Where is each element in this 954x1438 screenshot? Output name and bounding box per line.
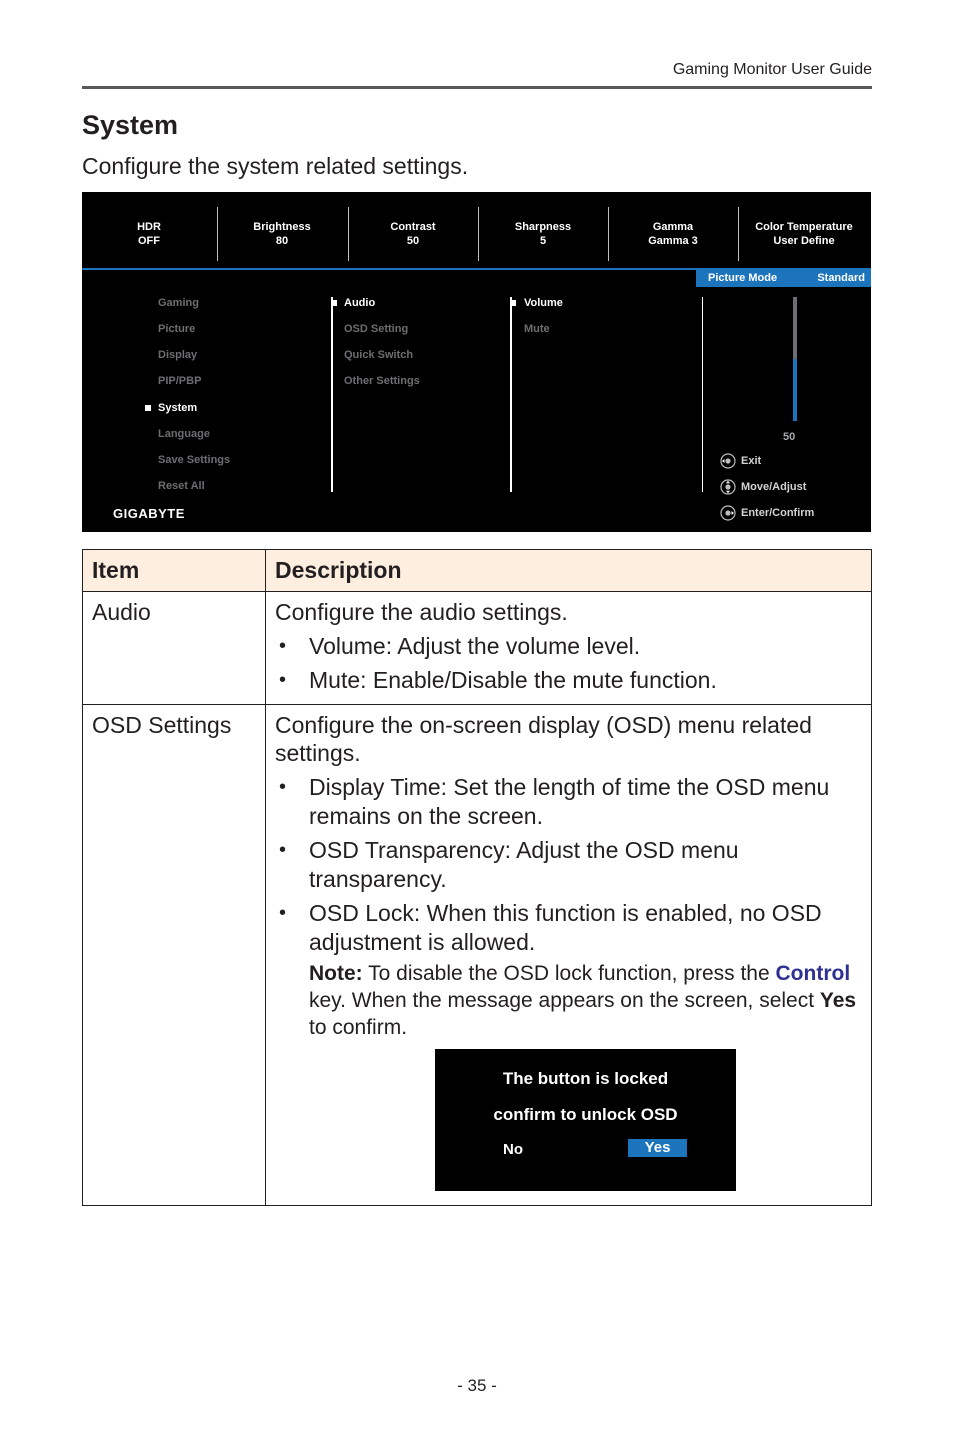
page-title: System <box>82 110 179 140</box>
note-text: to confirm. <box>309 1016 408 1039</box>
note <box>309 960 862 1041</box>
menu-selected-bullet <box>145 405 151 411</box>
bullet-list <box>275 632 862 695</box>
volume-slider-fill <box>793 359 797 421</box>
nav-hint-label: Move/Adjust <box>741 481 807 493</box>
osd-status-bar <box>82 192 871 268</box>
sub-menu-item-quick-switch[interactable]: Quick Switch <box>344 349 414 361</box>
picture-mode-value: Standard <box>817 272 865 284</box>
settings-table <box>82 549 872 1206</box>
main-menu-item-pip-pbp[interactable]: PIP/PBP <box>158 375 202 387</box>
third-menu-item-volume[interactable]: Volume <box>524 297 563 309</box>
list-item-text: Display Time: Set the length of time the OSD menu remains on the screen. <box>309 774 830 829</box>
note-control-key: Control <box>775 962 851 985</box>
osd-stat-value: 50 <box>406 235 420 247</box>
list-item: • Display Time: Set the length of time the OSD menu remains on the screen. <box>279 774 830 829</box>
list-item: • OSD Transparency: Adjust the OSD menu transparency. <box>279 837 739 892</box>
row-description-audio <box>266 592 872 705</box>
main-menu-item-language[interactable]: Language <box>158 428 210 440</box>
yes-button[interactable]: Yes <box>628 1139 687 1157</box>
osd-stat-hdr <box>84 220 214 248</box>
note-label: Note: <box>309 962 363 985</box>
joystick-left-icon <box>720 453 736 469</box>
description-intro: Configure the audio settings. <box>275 599 568 625</box>
header-description: Description <box>266 550 872 592</box>
menu-column-divider <box>702 297 703 492</box>
list-item-text: OSD Transparency: Adjust the OSD menu transparency. <box>309 837 739 892</box>
nav-hint-label: Enter/Confirm <box>741 507 815 519</box>
volume-slider-value: 50 <box>783 431 796 443</box>
osd-stat-label: Contrast <box>390 221 436 233</box>
osd-stat-color-temperature <box>739 220 869 248</box>
joystick-right-icon <box>720 505 736 521</box>
row-item-audio: Audio <box>83 592 266 705</box>
osd-stat-value: 5 <box>539 235 547 247</box>
main-menu-item-gaming[interactable]: Gaming <box>158 297 199 309</box>
osd-stat-label: Gamma <box>652 221 694 233</box>
header-guide-title: Gaming Monitor User Guide <box>672 61 872 78</box>
third-menu-item-mute[interactable]: Mute <box>524 323 550 335</box>
osd-stat-value: OFF <box>138 235 160 247</box>
lock-dialog <box>435 1049 736 1191</box>
header-rule <box>82 86 872 89</box>
list-item: • OSD Lock: When this function is enabled, no OSD adjustment is allowed. <box>279 900 822 955</box>
lock-dialog-line1: The button is locked <box>502 1069 669 1088</box>
list-item-text: OSD Lock: When this function is enabled, no OSD adjustment is allowed. <box>309 900 822 955</box>
osd-stat-label: Brightness <box>253 221 311 233</box>
sub-menu-item-other-settings[interactable]: Other Settings <box>344 375 420 387</box>
note-text: To disable the OSD lock function, press the <box>362 962 776 985</box>
picture-mode-bar <box>696 270 871 287</box>
table-row <box>83 592 872 705</box>
lock-dialog-line2: confirm to unlock OSD <box>493 1105 678 1124</box>
menu-column-divider <box>510 297 512 492</box>
osd-stat-label: HDR <box>137 221 161 233</box>
nav-hint-label: Exit <box>741 455 762 467</box>
menu-selected-bullet <box>331 300 337 306</box>
table-row <box>83 705 872 1206</box>
list-item: • Volume: Adjust the volume level. <box>279 633 641 659</box>
description-intro: Configure the on-screen display (OSD) menu related settings. <box>275 712 812 766</box>
osd-stat-contrast <box>348 220 478 248</box>
header-item: Item <box>83 550 266 592</box>
main-menu-item-picture[interactable]: Picture <box>158 323 196 335</box>
main-menu-item-system[interactable]: System <box>158 402 198 414</box>
osd-stat-value: User Define <box>773 235 835 247</box>
osd-stat-brightness <box>217 220 347 248</box>
gigabyte-logo: GIGABYTE <box>113 506 185 521</box>
picture-mode-label: Picture Mode <box>708 272 778 284</box>
row-item-osd-settings: OSD Settings <box>83 705 266 1206</box>
osd-screenshot <box>82 192 871 532</box>
list-item-text: Volume: Adjust the volume level. <box>309 633 641 659</box>
sub-menu-item-osd-setting[interactable]: OSD Setting <box>344 323 409 335</box>
page-number: - 35 - <box>457 1376 497 1395</box>
joystick-updown-icon <box>720 479 736 495</box>
osd-stat-value: Gamma 3 <box>648 235 698 247</box>
menu-column-divider <box>331 297 333 492</box>
main-menu-item-reset-all[interactable]: Reset All <box>158 480 205 492</box>
bullet-list <box>275 773 862 957</box>
osd-stat-label: Color Temperature <box>755 221 853 233</box>
menu-selected-bullet <box>510 300 516 306</box>
note-text: key. When the message appears on the screen, select <box>309 989 820 1012</box>
osd-stat-value: 80 <box>275 235 289 247</box>
osd-stat-gamma <box>608 220 738 248</box>
main-menu-item-display[interactable]: Display <box>158 349 198 361</box>
row-description-osd-settings <box>266 705 872 1206</box>
osd-stat-label: Sharpness <box>514 221 572 233</box>
main-menu-item-save-settings[interactable]: Save Settings <box>158 454 231 466</box>
note-yes: Yes <box>819 989 857 1012</box>
list-item-text: Mute: Enable/Disable the mute function. <box>309 667 717 693</box>
table-header-row <box>83 550 872 592</box>
sub-menu-item-audio[interactable]: Audio <box>344 297 376 309</box>
list-item: • Mute: Enable/Disable the mute function. <box>279 667 717 693</box>
no-button[interactable]: No <box>503 1141 523 1158</box>
page-subtitle: Configure the system related settings. <box>82 153 469 179</box>
osd-stat-sharpness <box>478 220 608 248</box>
